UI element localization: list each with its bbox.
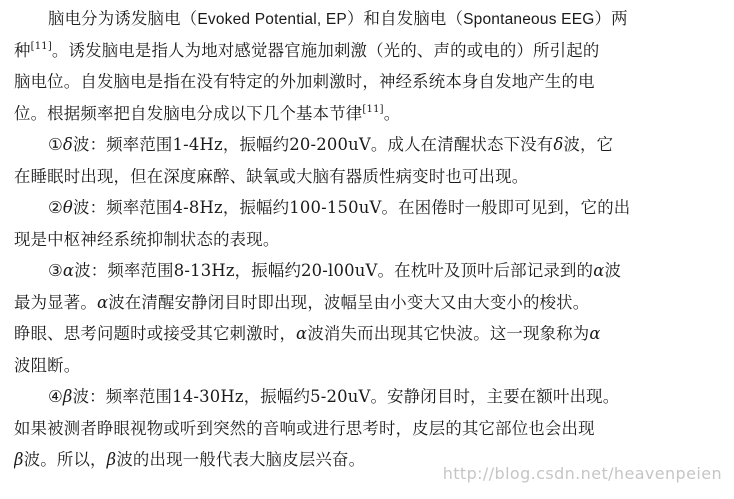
text-run: ）两 bbox=[594, 9, 628, 28]
citation-ref: [11] bbox=[362, 103, 384, 115]
greek-symbol: δ bbox=[553, 135, 564, 154]
greek-symbol: α bbox=[62, 261, 75, 280]
text-run: 种 bbox=[14, 40, 31, 60]
text-run: 最为显著。 bbox=[14, 292, 97, 312]
beta-line-1 bbox=[14, 381, 720, 413]
text-run: 波，它 bbox=[563, 135, 614, 154]
greek-symbol: β bbox=[106, 450, 117, 469]
item-number: ④ bbox=[48, 387, 63, 406]
item-number: ① bbox=[48, 135, 63, 154]
delta-line-1 bbox=[14, 129, 720, 161]
text-run: 波：频率范围14-30Hz，振幅约5-20uV。安静闭目时，主要在额叶出现。 bbox=[72, 387, 620, 406]
theta-line-2: 现是中枢神经系统抑制状态的表现。 bbox=[14, 229, 280, 249]
text-run: 波在清醒安静闭目时即出现，波幅呈由小变大又由大变小的梭状。 bbox=[108, 292, 590, 312]
text-run: 脑电分为诱发脑电（ bbox=[48, 9, 198, 28]
text-run: 位。根据频率把自发脑电分成以下几个基本节律 bbox=[14, 103, 363, 123]
citation-ref: [11] bbox=[30, 40, 52, 52]
delta-line-2: 在睡眠时出现，但在深度麻醉、缺氧或大脑有器质性病变时也可出现。 bbox=[14, 166, 529, 186]
item-number: ③ bbox=[48, 261, 63, 280]
greek-symbol: θ bbox=[62, 198, 73, 217]
text-run: 波：频率范围1-4Hz，振幅约20-200uV。成人在清醒状态下没有 bbox=[72, 135, 554, 154]
intro-line-2 bbox=[14, 35, 720, 67]
alpha-line-4: 波阻断。 bbox=[14, 355, 81, 375]
text-run: 波 bbox=[604, 261, 622, 280]
text-run: 波：频率范围4-8Hz，振幅约100-150uV。在困倦时一般即可见到，它的出 bbox=[72, 198, 631, 217]
alpha-line-2 bbox=[14, 287, 720, 319]
greek-symbol: α bbox=[589, 324, 601, 343]
greek-symbol: α bbox=[593, 261, 605, 280]
greek-symbol: α bbox=[96, 292, 109, 312]
text-run: 睁眼、思考问题时或接受其它刺激时， bbox=[14, 324, 297, 343]
term-evoked-potential: Evoked Potential, EP bbox=[197, 11, 347, 28]
intro-line-1 bbox=[14, 3, 720, 35]
greek-symbol: β bbox=[14, 450, 24, 469]
alpha-line-3 bbox=[14, 318, 720, 350]
intro-line-3: 脑电位。自发脑电是指在没有特定的外加刺激时，神经系统本身自发地产生的电 bbox=[14, 72, 595, 91]
item-number: ② bbox=[48, 198, 63, 217]
greek-symbol: α bbox=[296, 324, 308, 343]
greek-symbol: β bbox=[62, 387, 73, 406]
text-run: 。诱发脑电是指人为地对感觉器官施加刺激（光的、声的或电的）所引起的 bbox=[51, 40, 600, 60]
greek-symbol: δ bbox=[62, 135, 73, 154]
text-run: 波。所以， bbox=[23, 450, 107, 469]
beta-line-2: 如果被测者睁眼视物或听到突然的音响或进行思考时，皮层的其它部位也会出现 bbox=[14, 418, 595, 438]
intro-line-4 bbox=[14, 98, 720, 130]
text-run: 波的出现一般代表大脑皮层兴奋。 bbox=[116, 450, 366, 469]
watermark-url: http://blog.csdn.net/heavenpeien bbox=[442, 464, 722, 483]
term-spontaneous-eeg: Spontaneous EEG bbox=[463, 11, 595, 28]
text-run: 波：频率范围8-13Hz，振幅约20-l00uV。在枕叶及顶叶后部记录到的 bbox=[74, 261, 594, 280]
text-run: 波消失而出现其它快波。这一现象称为 bbox=[307, 324, 590, 343]
alpha-line-1 bbox=[14, 255, 720, 287]
theta-line-1 bbox=[14, 192, 720, 224]
text-run: ）和自发脑电（ bbox=[346, 9, 464, 28]
text-run: 。 bbox=[383, 103, 401, 123]
